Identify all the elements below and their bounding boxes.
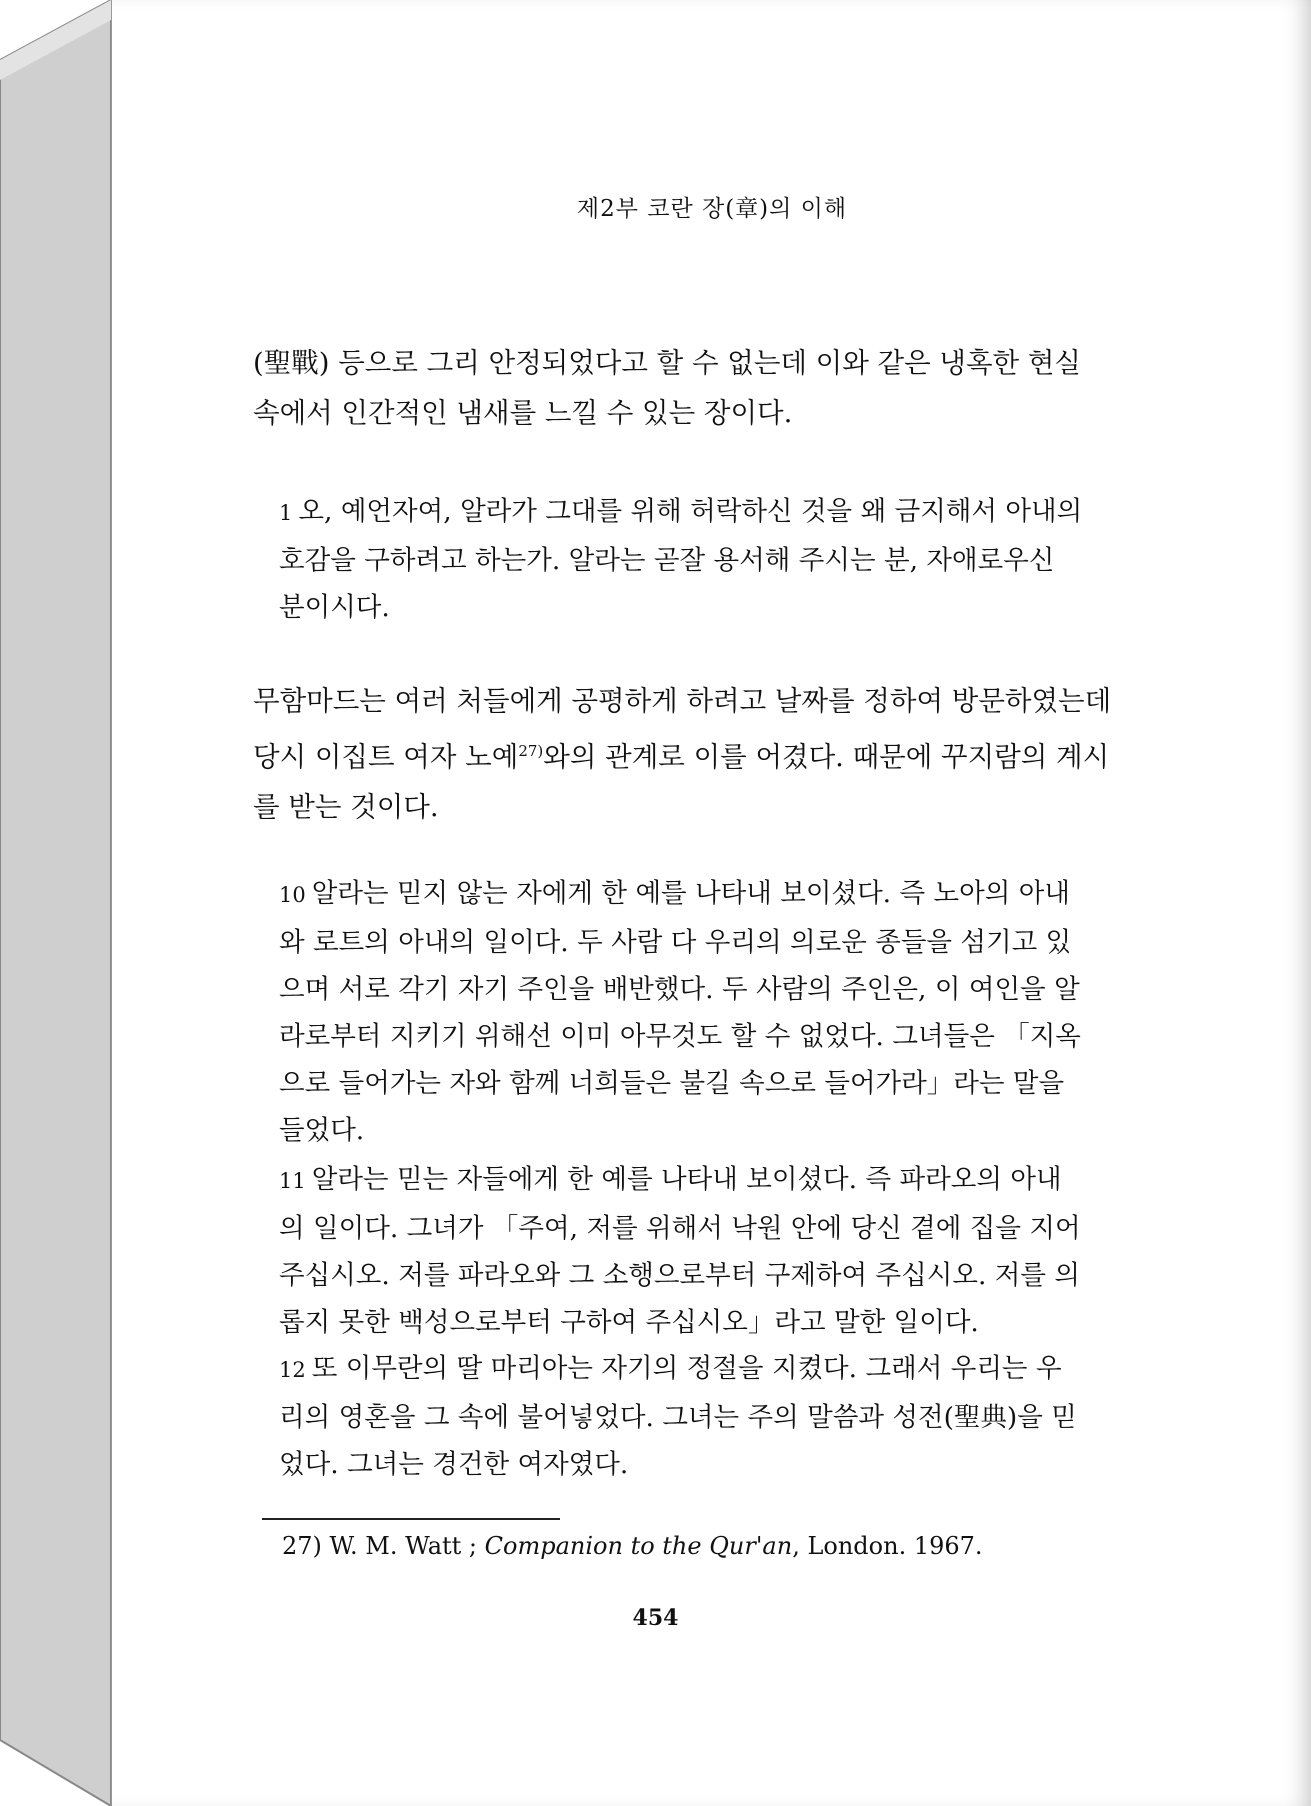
verse-12: [279, 1345, 1087, 1488]
verse-number: 10: [279, 883, 306, 907]
verse-text: 또 이무란의 딸 마리아는 자기의 정절을 지켰다. 그래서 우리는 우리의 영혼을 그 속에 불어넣었다. 그녀는 주의 말씀과 성전(聖典)을 믿었다. 그녀는 경건한 여자였다.: [279, 1353, 1077, 1480]
paragraph-text-cont: 와의 관계로 이를 어겼다. 때문에 꾸지람의 계시를 받는 것이다.: [253, 741, 1110, 824]
verse-1: [279, 488, 1087, 631]
verse-11: [279, 1156, 1087, 1346]
page-number: 454: [632, 1605, 679, 1631]
verse-number: 11: [279, 1169, 306, 1193]
footnote-title: Companion to the Qur'an: [484, 1532, 793, 1560]
verse-10: [279, 870, 1087, 1154]
paragraph-commentary: [253, 676, 1113, 832]
running-header: 제2부 코란 장(章)의 이해: [576, 196, 848, 222]
verse-number: 1: [279, 501, 293, 525]
book-spine: [0, 0, 112, 1806]
footnote-marker: 27): [282, 1532, 322, 1560]
verse-text: 알라는 믿는 자들에게 한 예를 나타내 보이셨다. 즉 파라오의 아내의 일이다. 그녀가 「주여, 저를 위해서 낙원 안에 당신 곁에 집을 지어 주십시오. 저를 파라오와 그 소행으로부터 구제하여 주십시오. 저를 의롭지 못한 백성으로부터 구하여 주십시오」라고 말한 일이다.: [279, 1164, 1081, 1338]
paragraph-intro: (聖戰) 등으로 그리 안정되었다고 할 수 없는데 이와 같은 냉혹한 현실 속에서 인간적인 냄새를 느낄 수 있는 장이다.: [253, 347, 1081, 429]
footnote-divider: [262, 1518, 560, 1520]
verse-text: 오, 예언자여, 알라가 그대를 위해 허락하신 것을 왜 금지해서 아내의 호감을 구하려고 하는가. 알라는 곧잘 용서해 주시는 분, 자애로우신 분이시다.: [279, 496, 1083, 623]
verse-text: 알라는 믿지 않는 자에게 한 예를 나타내 보이셨다. 즉 노아의 아내와 로트의 아내의 일이다. 두 사람 다 우리의 의로운 종들을 섬기고 있으며 서로 각기 자기 주인을 배반했다. 두 사람의 주인은, 이 여인을 알라로부터 지키기 위해선 이미 아무것도 할 수 없었다. 그녀들은 「지옥으로 들어가는 자와 함께 너희들은 불길 속으로 들어가라」라는 말을 들었다.: [279, 878, 1081, 1146]
footnote-ref: 27): [518, 742, 544, 760]
footnote-author: W. M. Watt ;: [329, 1532, 478, 1560]
footnote-rest: , London. 1967.: [792, 1532, 983, 1560]
paragraph-text: 무함마드는 여러 처들에게 공평하게 하려고 날짜를 정하여 방문하였는데 당시 이집트 여자 노예: [253, 685, 1112, 774]
verse-number: 12: [279, 1358, 306, 1382]
footnote: [282, 1528, 983, 1564]
